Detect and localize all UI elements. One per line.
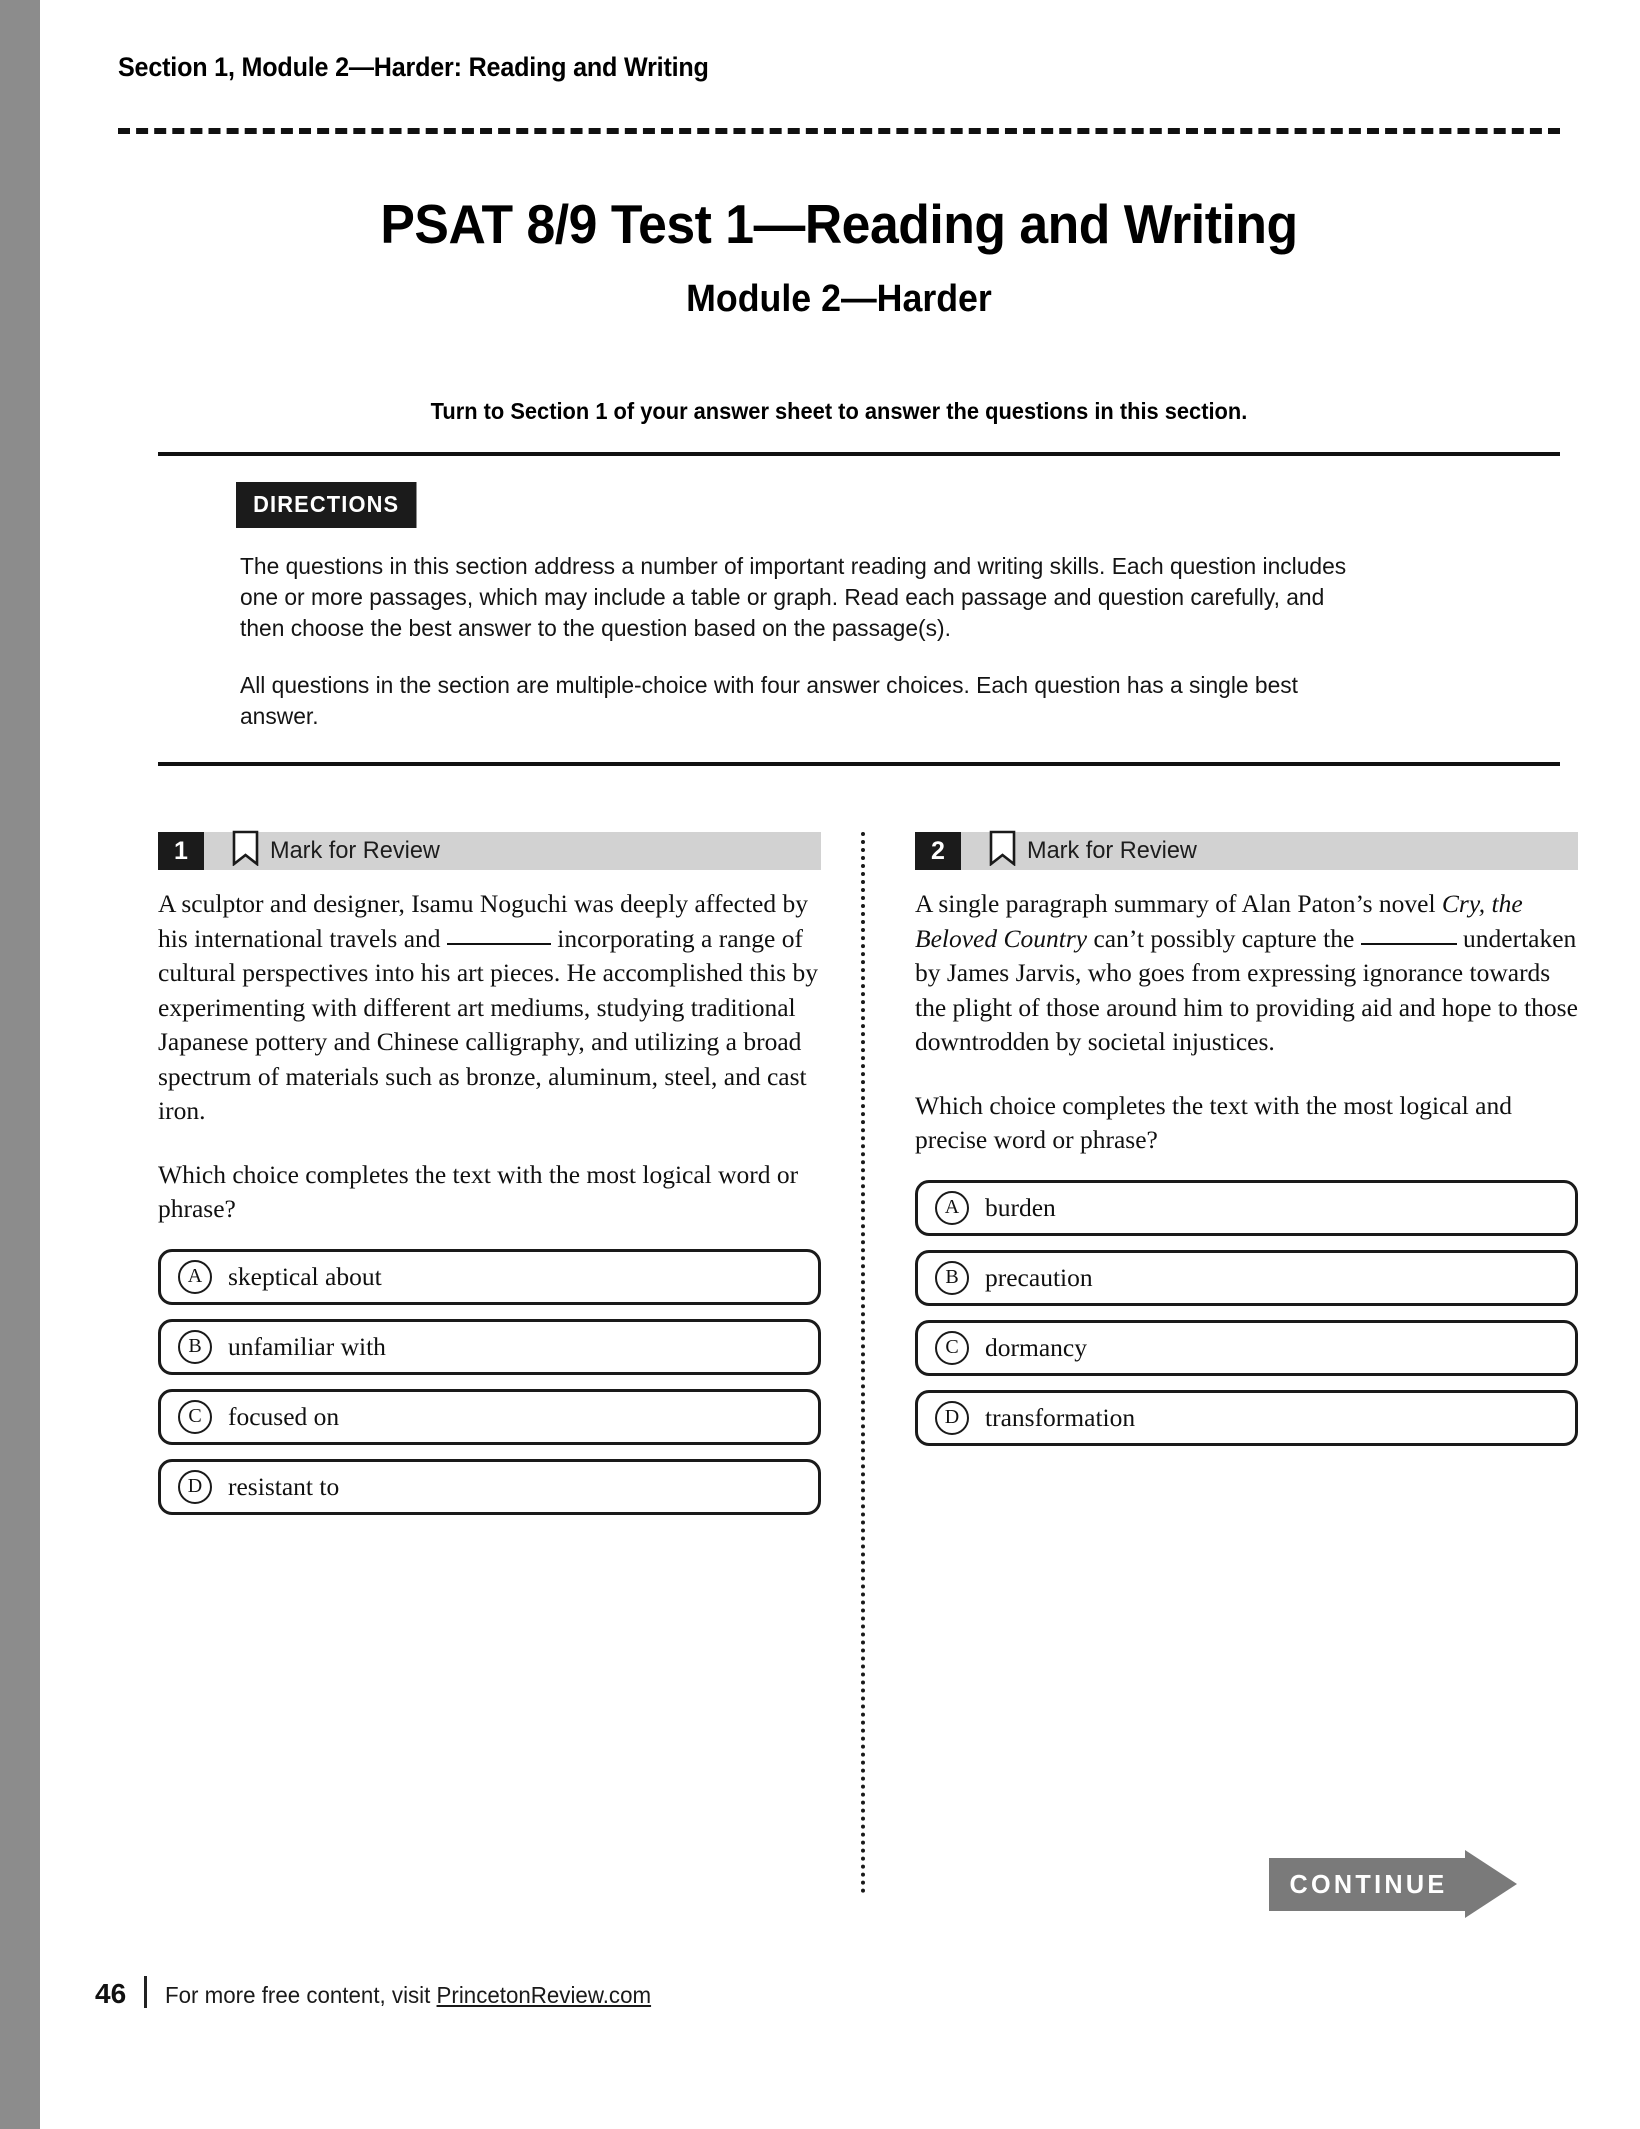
running-head: Section 1, Module 2—Harder: Reading and Writing bbox=[118, 52, 709, 82]
choice-text: resistant to bbox=[228, 1471, 340, 1501]
choice-letter: B bbox=[935, 1261, 969, 1295]
footer-link[interactable]: PrincetonReview.com bbox=[436, 1982, 652, 2008]
choice-letter: D bbox=[178, 1470, 212, 1504]
continue-banner[interactable] bbox=[1269, 1858, 1514, 1911]
directions-bottom-rule bbox=[158, 762, 1560, 766]
choice-text: unfamiliar with bbox=[228, 1331, 386, 1361]
page-subtitle: Module 2—Harder bbox=[686, 278, 992, 320]
header-dashed-rule bbox=[118, 128, 1560, 134]
continue-arrow-icon bbox=[1465, 1850, 1517, 1918]
question-2-number: 2 bbox=[915, 832, 961, 870]
question-2-passage-part-2: can’t possibly capture the bbox=[1087, 923, 1361, 953]
turn-to-section-instruction: Turn to Section 1 of your answer sheet to answer the questions in this section. bbox=[430, 398, 1248, 424]
continue-body bbox=[1269, 1858, 1467, 1911]
question-2-passage-part-3: undertaken by James Jarvis, who goes from expressing ignorance towards the plight of those around him to providing aid and hope to those downtrodden by societal injustices. bbox=[915, 923, 1578, 1056]
question-1-passage-part-1: A sculptor and designer, Isamu Noguchi was deeply affected by his international travels and bbox=[158, 889, 808, 953]
question-1-choice-c[interactable] bbox=[158, 1389, 821, 1445]
question-1-choice-a[interactable] bbox=[158, 1249, 821, 1305]
question-1-stem: Which choice completes the text with the most logical word or phrase? bbox=[158, 1159, 799, 1223]
question-2-blank bbox=[1361, 943, 1457, 945]
question-2-choice-c[interactable] bbox=[915, 1320, 1578, 1376]
footer-divider bbox=[144, 1976, 147, 2008]
question-1-choice-b[interactable] bbox=[158, 1319, 821, 1375]
question-2-passage bbox=[915, 887, 1578, 1060]
choice-letter: A bbox=[935, 1191, 969, 1225]
directions-body bbox=[240, 551, 1356, 732]
choice-letter: C bbox=[178, 1400, 212, 1434]
question-1-mark-for-review-label[interactable]: Mark for Review bbox=[270, 837, 440, 864]
question-2-choice-d[interactable] bbox=[915, 1390, 1578, 1446]
continue-label: CONTINUE bbox=[1288, 1869, 1448, 1899]
question-1 bbox=[158, 832, 821, 1529]
page-number: 46 bbox=[95, 1978, 127, 2009]
question-2-choice-b[interactable] bbox=[915, 1250, 1578, 1306]
column-divider bbox=[861, 832, 865, 1894]
choice-letter: A bbox=[178, 1260, 212, 1294]
question-1-choices bbox=[158, 1249, 821, 1515]
question-2-choice-a[interactable] bbox=[915, 1180, 1578, 1236]
question-1-blank bbox=[447, 943, 551, 945]
directions-paragraph-1: The questions in this section address a number of important reading and writing skills. Each question includes one or more passages, which may include a table or graph. Read each passage and question carefully, and then choose the best answer to the question based on the passage(s). bbox=[240, 553, 1347, 641]
question-2-choices bbox=[915, 1180, 1578, 1446]
choice-text: transformation bbox=[985, 1402, 1136, 1432]
page-sheet bbox=[40, 0, 1640, 2129]
question-2-header bbox=[915, 832, 1578, 870]
left-margin-bar bbox=[0, 0, 40, 2129]
choice-text: precaution bbox=[985, 1262, 1093, 1292]
footer-text-before: For more free content, visit bbox=[165, 1982, 437, 2008]
question-2-passage-book-title: Cry, the Beloved Country bbox=[915, 889, 1523, 953]
question-1-number: 1 bbox=[158, 832, 204, 870]
directions-paragraph-2: All questions in the section are multiple-choice with four answer choices. Each question has a single best answer. bbox=[240, 672, 1299, 729]
bookmark-icon[interactable] bbox=[232, 830, 259, 871]
page-footer bbox=[95, 1971, 666, 2010]
choice-text: skeptical about bbox=[228, 1261, 382, 1291]
choice-text: burden bbox=[985, 1192, 1056, 1222]
question-2-stem: Which choice completes the text with the most logical and precise word or phrase? bbox=[915, 1090, 1512, 1154]
question-1-passage-part-2: incorporating a range of cultural perspectives into his art pieces. He accomplished this by experimenting with different art mediums, studying traditional Japanese pottery and Chinese calligraphy, and utilizing a broad spectrum of materials such as bronze, aluminum, steel, and cast iron. bbox=[158, 923, 818, 1125]
directions-badge: DIRECTIONS bbox=[236, 482, 416, 528]
footer-text bbox=[165, 1982, 651, 2009]
question-1-passage bbox=[158, 887, 821, 1129]
directions-top-rule bbox=[158, 452, 1560, 456]
question-1-header bbox=[158, 832, 821, 870]
choice-letter: C bbox=[935, 1331, 969, 1365]
question-2-passage-part-1: A single paragraph summary of Alan Paton’s novel bbox=[915, 889, 1442, 918]
question-2 bbox=[915, 832, 1578, 1460]
choice-letter: D bbox=[935, 1401, 969, 1435]
choice-text: focused on bbox=[228, 1401, 340, 1431]
question-2-mark-for-review-label[interactable]: Mark for Review bbox=[1027, 837, 1197, 864]
bookmark-icon[interactable] bbox=[989, 830, 1016, 871]
question-1-choice-d[interactable] bbox=[158, 1459, 821, 1515]
choice-text: dormancy bbox=[985, 1332, 1087, 1362]
question-columns bbox=[158, 832, 1578, 1892]
choice-letter: B bbox=[178, 1330, 212, 1364]
page-title: PSAT 8/9 Test 1—Reading and Writing bbox=[380, 193, 1298, 255]
